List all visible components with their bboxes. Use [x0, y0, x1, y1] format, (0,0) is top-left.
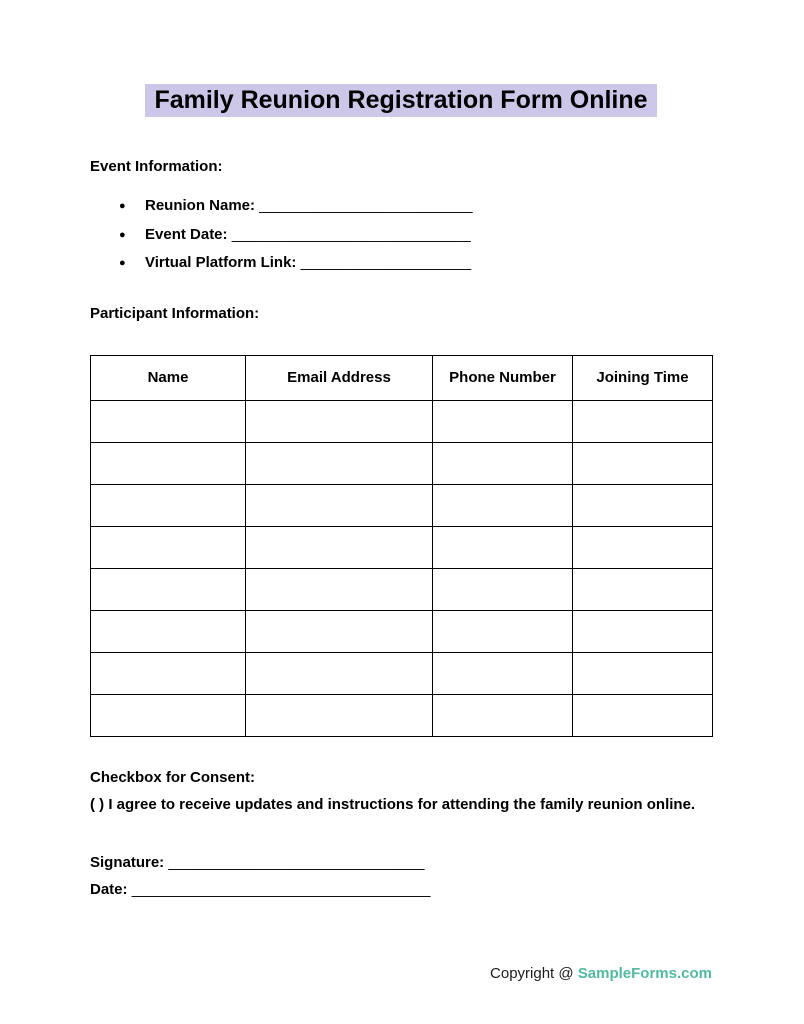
table-cell — [91, 526, 246, 568]
table-row — [91, 652, 713, 694]
table-row — [91, 526, 713, 568]
table-cell — [573, 694, 713, 736]
participants-table — [90, 355, 713, 737]
signature-row — [90, 849, 712, 877]
date-field: ___________________________________ — [131, 881, 431, 899]
table-cell — [573, 568, 713, 610]
reunion-name-field: _________________________ — [259, 197, 473, 215]
column-header-phone: Phone Number — [433, 355, 573, 400]
table-cell — [246, 484, 433, 526]
table-cell — [573, 526, 713, 568]
event-date-label: Event Date: — [145, 225, 228, 243]
bullet-icon: ● — [119, 228, 126, 241]
table-cell — [246, 652, 433, 694]
signature-field: ______________________________ — [168, 853, 425, 871]
consent-text: ( ) I agree to receive updates and instructions for attending the family reunion online. — [90, 796, 696, 814]
table-cell — [246, 526, 433, 568]
table-cell — [573, 610, 713, 652]
table-cell — [91, 400, 246, 442]
table-header-row — [91, 355, 713, 400]
consent-section — [90, 764, 712, 819]
table-cell — [246, 400, 433, 442]
table-cell — [573, 652, 713, 694]
table-cell — [433, 652, 573, 694]
table-row — [91, 610, 713, 652]
bullet-icon: ● — [119, 200, 126, 213]
table-cell — [433, 526, 573, 568]
table-cell — [91, 694, 246, 736]
table-cell — [433, 694, 573, 736]
table-cell — [573, 442, 713, 484]
virtual-platform-link-field: ____________________ — [300, 254, 472, 272]
list-item-event-date — [119, 221, 712, 250]
table-cell — [433, 484, 573, 526]
event-info-heading: Event Information: — [90, 158, 223, 176]
page-title-text: Family Reunion Registration Form Online — [145, 84, 656, 117]
table-row — [91, 694, 713, 736]
table-cell — [91, 484, 246, 526]
list-item-reunion-name — [119, 192, 712, 221]
table-cell — [433, 610, 573, 652]
date-row — [90, 876, 712, 904]
column-header-name: Name — [91, 355, 246, 400]
consent-heading: Checkbox for Consent: — [90, 768, 256, 786]
participants-table-body — [91, 400, 713, 736]
table-cell — [573, 400, 713, 442]
table-row — [91, 484, 713, 526]
sampleforms-link[interactable]: SampleForms.com — [577, 965, 712, 982]
column-header-email: Email Address — [246, 355, 433, 400]
bullet-icon: ● — [119, 257, 126, 270]
column-header-joining-time: Joining Time — [573, 355, 713, 400]
page-title — [90, 84, 712, 117]
table-cell — [91, 442, 246, 484]
event-info-list — [119, 192, 712, 278]
table-cell — [246, 610, 433, 652]
date-label: Date: — [90, 881, 128, 899]
table-cell — [91, 610, 246, 652]
signature-section — [90, 849, 712, 904]
table-row — [91, 568, 713, 610]
table-cell — [246, 442, 433, 484]
copyright-text: Copyright @ — [490, 965, 574, 982]
table-cell — [573, 484, 713, 526]
table-cell — [246, 568, 433, 610]
signature-label: Signature: — [90, 853, 165, 871]
table-cell — [246, 694, 433, 736]
table-cell — [433, 442, 573, 484]
footer — [90, 965, 712, 1024]
list-item-virtual-platform-link — [119, 249, 712, 278]
table-cell — [91, 652, 246, 694]
table-cell — [91, 568, 246, 610]
table-cell — [433, 568, 573, 610]
event-date-field: ____________________________ — [231, 225, 471, 243]
table-row — [91, 442, 713, 484]
participant-info-heading: Participant Information: — [90, 304, 260, 322]
table-cell — [433, 400, 573, 442]
table-row — [91, 400, 713, 442]
virtual-platform-link-label: Virtual Platform Link: — [145, 254, 297, 272]
reunion-name-label: Reunion Name: — [145, 197, 256, 215]
